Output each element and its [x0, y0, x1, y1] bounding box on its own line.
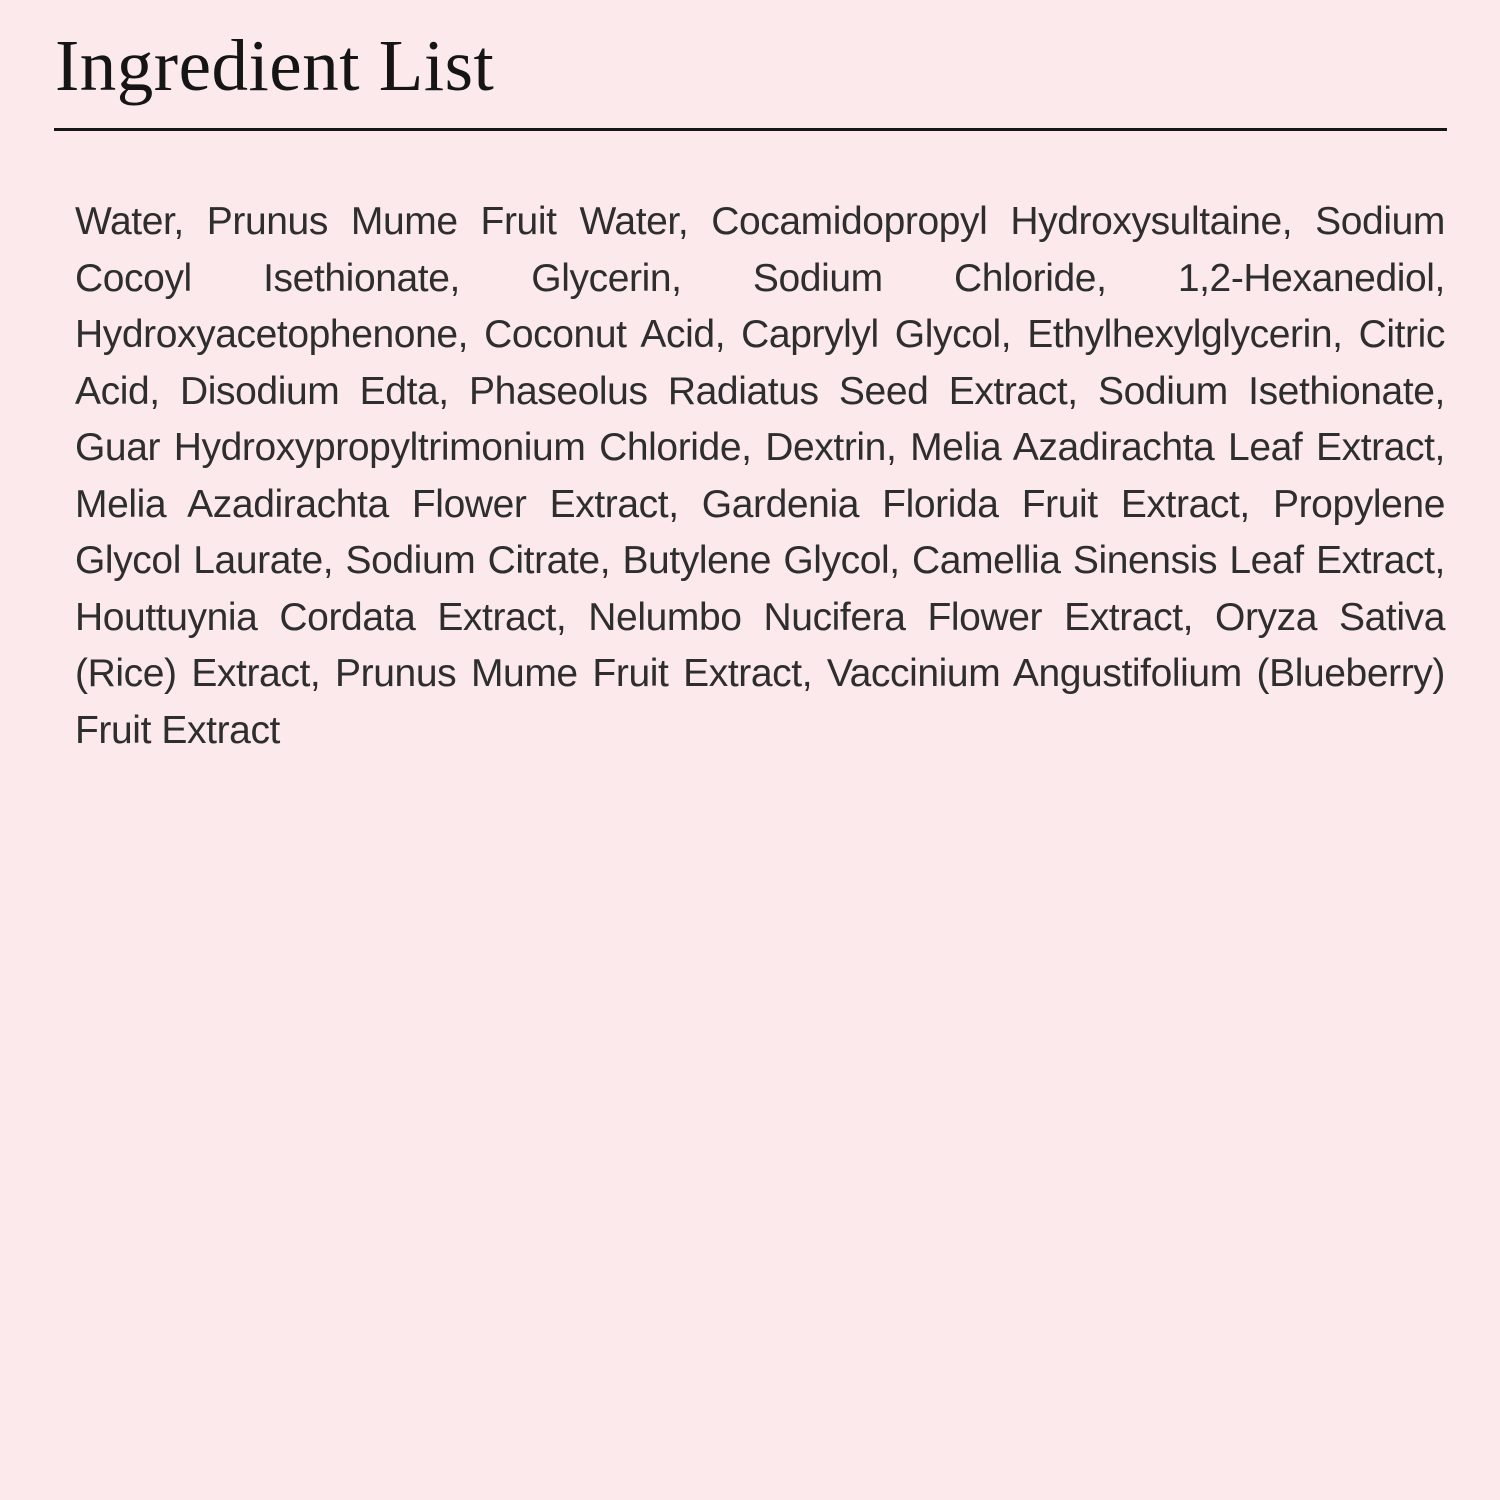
title-divider — [54, 128, 1447, 131]
page-title: Ingredient List — [55, 25, 495, 106]
ingredients-paragraph: Water, Prunus Mume Fruit Water, Cocamidopropyl Hydroxysultaine, Sodium Cocoyl Isethionate, Glycerin, Sodium Chloride, 1,2-Hexanediol, Hydroxyacetophenone, Coconut Acid, Caprylyl Glycol, Ethylhexylglycerin, Citric Acid, Disodium Edta, Phaseolus Radiatus Seed Extract, Sodium Isethionate, Guar Hydroxypropyltrimonium Chloride, Dextrin, Melia Azadirachta Leaf Extract, Melia Azadirachta Flower Extract, Gardenia Florida Fruit Extract, Propylene Glycol Laurate, Sodium Citrate, Butylene Glycol, Camellia Sinensis Leaf Extract, Houttuynia Cordata Extract, Nelumbo Nucifera Flower Extract, Oryza Sativa (Rice) Extract, Prunus Mume Fruit Extract, Vaccinium Angustifolium (Blueberry) Fruit Extract — [75, 200, 1445, 752]
